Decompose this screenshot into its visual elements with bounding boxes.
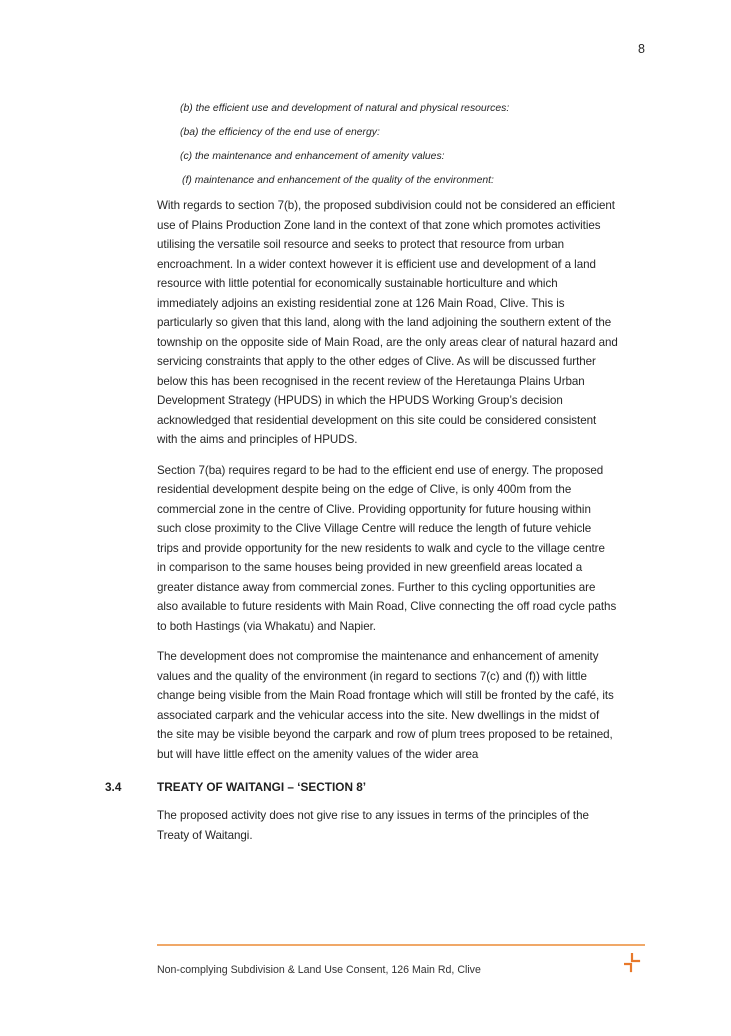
section-number: 3.4 xyxy=(105,780,122,794)
main-content xyxy=(157,196,651,775)
text-line: township on the opposite side of Main Road, are the only areas clear of natural hazard and xyxy=(157,335,618,349)
section-heading xyxy=(105,780,665,800)
text-line: immediately adjoins an existing residential zone at 126 Main Road, Clive. This is xyxy=(157,296,565,310)
text-line: acknowledged that residential development on this site could be considered consistent xyxy=(157,413,597,427)
text-line: encroachment. In a wider context however it is efficient use and development of a land xyxy=(157,257,596,271)
text-line: such close proximity to the Clive Village Centre will reduce the length of future vehicle xyxy=(157,522,592,535)
text-line: use of Plains Production Zone land in the context of that zone which promotes activities xyxy=(157,218,601,232)
paragraph-treaty xyxy=(157,806,651,845)
bracket-logo-icon xyxy=(624,953,644,973)
section-body xyxy=(157,806,651,856)
text-line: the site may be visible beyond the carpark and row of plum trees proposed to be retained, xyxy=(157,728,613,741)
text-line: resource with little potential for economically sustainable horticulture and which xyxy=(157,277,558,290)
quote-7ba: (ba) the efficiency of the end use of energy: xyxy=(180,127,380,138)
quote-7b: (b) the efficient use and development of natural and physical resources: xyxy=(180,103,510,114)
text-line: change being visible from the Main Road frontage which will still be fronted by the café, its xyxy=(157,689,614,702)
text-line: Section 7(ba) requires regard to be had to the efficient end use of energy. The proposed xyxy=(157,463,604,477)
text-line: below this has been recognised in the recent review of the Heretaunga Plains Urban xyxy=(157,374,585,388)
footer-title: Non-complying Subdivision & Land Use Consent, 126 Main Rd, Clive xyxy=(157,964,481,976)
text-line: in comparison to the same houses being provided in new greenfield areas located a xyxy=(157,561,583,574)
text-line: The development does not compromise the maintenance and enhancement of amenity xyxy=(157,650,599,663)
text-line: residential development despite being on the edge of Clive, is only 400m from the xyxy=(157,483,572,496)
text-line: Development Strategy (HPUDS) in which the HPUDS Working Group’s decision xyxy=(157,394,563,407)
text-line: Treaty of Waitangi. xyxy=(157,828,253,842)
text-line: values and the quality of the environment (in regard to sections 7(c) and (f)) with little xyxy=(157,669,587,683)
text-line: also available to future residents with Main Road, Clive connecting the off road cycle paths xyxy=(157,600,617,613)
text-line: but will have little effect on the amenity values of the wider area xyxy=(157,747,479,761)
text-line: greater distance away from commercial zones. Further to this cycling opportunities are xyxy=(157,580,596,594)
paragraph-section-7b xyxy=(157,196,651,450)
footer-divider xyxy=(157,944,645,946)
text-line: servicing constraints that apply to the other edges of Clive. As will be discussed further xyxy=(157,355,596,368)
text-line: commercial zone in the centre of Clive. Providing opportunity for future housing within xyxy=(157,502,591,516)
paragraph-amenity xyxy=(157,647,651,764)
quote-7c: (c) the maintenance and enhancement of amenity values: xyxy=(180,151,445,162)
paragraph-section-7ba xyxy=(157,461,651,637)
text-line: to both Hastings (via Whakatu) and Napier. xyxy=(157,619,376,633)
text-line: with the aims and principles of HPUDS. xyxy=(157,433,358,446)
text-line: The proposed activity does not give rise to any issues in terms of the principles of the xyxy=(157,809,589,822)
text-line: associated carpark and the vehicular access into the site. New dwellings in the midst of xyxy=(157,708,600,722)
quote-7f: (f) maintenance and enhancement of the quality of the environment: xyxy=(182,175,494,186)
text-line: utilising the versatile soil resource and seeks to protect that resource from urban xyxy=(157,238,564,251)
text-line: particularly so given that this land, along with the land adjoining the southern extent of the xyxy=(157,316,612,329)
text-line: With regards to section 7(b), the proposed subdivision could not be considered an efficient xyxy=(157,199,615,212)
section-title: TREATY OF WAITANGI – ‘SECTION 8’ xyxy=(157,780,367,794)
text-line: trips and provide opportunity for the new residents to walk and cycle to the village centre xyxy=(157,541,605,555)
legislation-quotes xyxy=(180,101,650,197)
page-number: 8 xyxy=(638,42,645,56)
